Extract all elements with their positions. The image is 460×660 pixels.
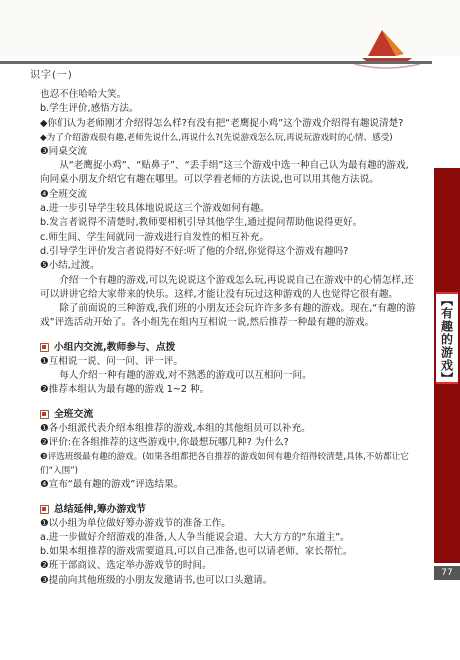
list-item: a.进一步引导学生较具体地说说这三个游戏如何有趣。 xyxy=(40,203,270,215)
section-heading xyxy=(40,340,418,355)
section-heading xyxy=(40,502,418,517)
lesson-content xyxy=(40,88,418,588)
section-title: 总结延伸,筹办游戏节 xyxy=(54,503,146,515)
list-item: ❷评价:在各组推荐的这些游戏中,你最想玩哪几种? 为什么? xyxy=(40,436,289,448)
section-marker-icon xyxy=(40,410,49,419)
list-item: b.如果本组推荐的游戏需要道具,可以自己准备,也可以请老师、家长帮忙。 xyxy=(40,546,353,558)
list-item: ❷班干部商议、选定举办游戏节的时间。 xyxy=(40,560,212,572)
section-heading xyxy=(40,407,418,422)
step-heading: ❹全班交流 xyxy=(40,188,87,200)
paragraph: 从“老鹰捉小鸡”、“贴鼻子”、“丢手绢”这三个游戏中选一种自己认为最有趣的游戏,向同桌小朋友介绍它有趣在哪里。可以学着老师的方法说,也可以用其他方法说。 xyxy=(40,160,409,186)
list-item: ❹宣布“最有趣的游戏”评选结果。 xyxy=(40,479,184,491)
paragraph: 介绍一个有趣的游戏,可以先说说这个游戏怎么玩,再说说自己在游戏中的心情怎样,还可以讲讲它给大家带来的快乐。这样,才能让没有玩过这种游戏的人也觉得它很有趣。 xyxy=(40,274,414,300)
paragraph: b.学生评价,感悟方法。 xyxy=(40,103,139,115)
header-rule xyxy=(0,61,432,64)
paragraph: ◆为了介绍游戏很有趣,老师先说什么,再说什么?(先说游戏怎么玩,再说玩游戏时的心情、感受) xyxy=(40,132,393,143)
paragraph: 也忍不住哈哈大笑。 xyxy=(40,89,127,100)
paragraph: 除了前面说的三种游戏,我们班的小朋友还会玩许许多多有趣的游戏。现在,“有趣的游戏”评选活动开始了。各小组先在组内互相说一说,然后推荐一种最有趣的游戏。 xyxy=(40,303,416,329)
list-item: ❶互相说一说、问一问、评一评。 xyxy=(40,355,183,367)
step-heading: ❺小结,过渡。 xyxy=(40,260,100,272)
list-item: ❶各小组派代表介绍本组推荐的游戏,本组的其他组员可以补充。 xyxy=(40,422,311,434)
list-item: ❸提前向其他班级的小朋友发邀请书,也可以口头邀请。 xyxy=(40,574,273,586)
paragraph: 每人介绍一种有趣的游戏,对不熟悉的游戏可以互相问一问。 xyxy=(59,370,312,382)
unit-label: 【有趣的游戏】 xyxy=(436,292,458,384)
section-title: 全班交流 xyxy=(54,408,94,420)
page-number: 77 xyxy=(434,566,460,580)
section-marker-icon xyxy=(40,505,49,514)
section-marker-icon xyxy=(40,343,49,352)
list-item: c.师生间、学生间就同一游戏进行自发性的相互补充。 xyxy=(40,231,269,243)
list-item: b.发言者说得不清楚时,教师要相机引导其他学生,通过提问帮助他说得更好。 xyxy=(40,217,363,229)
paragraph: ◆你们认为老师刚才介绍得怎么样?有没有把“老鹰捉小鸡”这个游戏介绍得有趣说清楚? xyxy=(40,117,404,129)
list-item: ❸评选班级最有趣的游戏。(如果各组都把各自推荐的游戏如何有趣介绍得较清楚,具体,不妨都让它们“入围”) xyxy=(40,452,409,477)
section-title: 小组内交流,教师参与、点拨 xyxy=(54,341,176,353)
list-item: d.引导学生评价发言者说得好不好:听了他的介绍,你觉得这个游戏有趣吗? xyxy=(40,245,349,257)
list-item: a.进一步做好介绍游戏的准备,人人争当能说会道、大大方方的“东道主”。 xyxy=(40,531,350,543)
list-item: ❶以小组为单位做好筹办游戏节的准备工作。 xyxy=(40,517,231,529)
list-item: ❷推荐本组认为最有趣的游戏 1~2 种。 xyxy=(40,384,210,396)
chapter-title: 识字(一) xyxy=(30,70,73,81)
step-heading: ❸同桌交流 xyxy=(40,145,87,157)
